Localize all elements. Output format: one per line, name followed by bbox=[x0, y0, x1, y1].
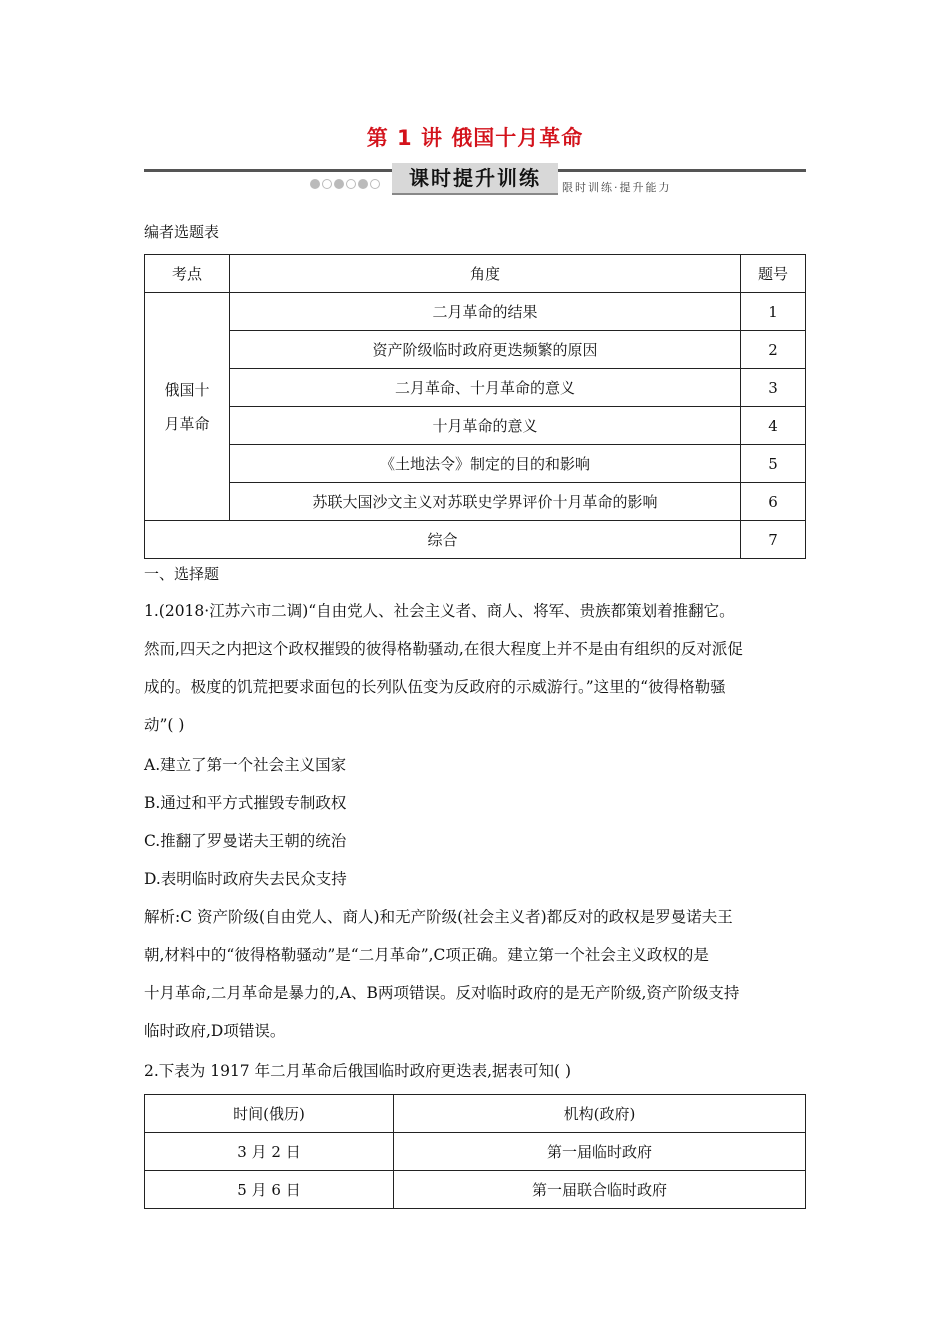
angle-cell: 苏联大国沙文主义对苏联史学界评价十月革命的影响 bbox=[230, 483, 741, 521]
table-header: 时间(俄历) bbox=[145, 1095, 394, 1133]
table-header: 角度 bbox=[230, 255, 741, 293]
table-header: 机构(政府) bbox=[394, 1095, 806, 1133]
page-title: 第 1 讲 俄国十月革命 bbox=[366, 126, 584, 150]
num-cell: 5 bbox=[741, 445, 806, 483]
topic-line: 俄国十 bbox=[164, 380, 210, 399]
selection-table-label: 编者选题表 bbox=[144, 223, 220, 241]
org-cell: 第一届联合临时政府 bbox=[394, 1171, 806, 1209]
table-row bbox=[145, 331, 806, 369]
num-cell: 3 bbox=[741, 369, 806, 407]
question-line: 2.下表为 1917 年二月革命后俄国临时政府更迭表,据表可知( ) bbox=[144, 1062, 572, 1080]
analysis-line: 朝,材料中的“彼得格勒骚动”是“二月革命”,C项正确。建立第一个社会主义政权的是 bbox=[144, 946, 709, 964]
table-row bbox=[145, 483, 806, 521]
angle-cell: 二月革命的结果 bbox=[230, 293, 741, 331]
banner-dot bbox=[310, 179, 320, 189]
topic-line: 月革命 bbox=[164, 414, 210, 433]
selection-table bbox=[144, 254, 806, 559]
num-cell: 7 bbox=[741, 521, 806, 559]
option-c: C.推翻了罗曼诺夫王朝的统治 bbox=[144, 832, 347, 850]
summary-cell: 综合 bbox=[145, 521, 741, 559]
analysis-line: 解析:C 资产阶级(自由党人、商人)和无产阶级(社会主义者)都反对的政权是罗曼诺夫王 bbox=[144, 908, 733, 926]
question-line: 然而,四天之内把这个政权摧毁的彼得格勒骚动,在很大程度上并不是由有组织的反对派促 bbox=[144, 640, 743, 658]
date-cell: 5 月 6 日 bbox=[145, 1171, 394, 1209]
date-cell: 3 月 2 日 bbox=[145, 1133, 394, 1171]
banner-dot bbox=[370, 179, 380, 189]
table-header: 考点 bbox=[145, 255, 230, 293]
angle-cell: 二月革命、十月革命的意义 bbox=[230, 369, 741, 407]
question-line: 1.(2018·江苏六市二调)“自由党人、社会主义者、商人、将军、贵族都策划着推翻它。 bbox=[144, 602, 735, 620]
section-heading: 一、选择题 bbox=[144, 565, 220, 583]
banner-dot bbox=[322, 179, 332, 189]
question-line: 成的。极度的饥荒把要求面包的长列队伍变为反政府的示威游行。”这里的“彼得格勒骚 bbox=[144, 678, 726, 696]
option-d: D.表明临时政府失去民众支持 bbox=[144, 870, 347, 888]
angle-cell: 《土地法令》制定的目的和影响 bbox=[230, 445, 741, 483]
option-b: B.通过和平方式摧毁专制政权 bbox=[144, 794, 347, 812]
table-header-row bbox=[145, 1095, 806, 1133]
org-cell: 第一届临时政府 bbox=[394, 1133, 806, 1171]
num-cell: 2 bbox=[741, 331, 806, 369]
banner-subtitle: 限时训练·提升能力 bbox=[562, 181, 672, 194]
option-a: A.建立了第一个社会主义国家 bbox=[144, 756, 347, 774]
table-header: 题号 bbox=[741, 255, 806, 293]
angle-cell: 资产阶级临时政府更迭频繁的原因 bbox=[230, 331, 741, 369]
table-row bbox=[145, 521, 806, 559]
table-row bbox=[145, 445, 806, 483]
angle-cell: 十月革命的意义 bbox=[230, 407, 741, 445]
table-row bbox=[145, 1133, 806, 1171]
table-row bbox=[145, 407, 806, 445]
banner-dot bbox=[346, 179, 356, 189]
government-table bbox=[144, 1094, 806, 1209]
table-header-row bbox=[145, 255, 806, 293]
table-row bbox=[145, 293, 806, 331]
topic-cell bbox=[145, 293, 230, 521]
banner-title: 课时提升训练 bbox=[392, 163, 558, 195]
analysis-line: 十月革命,二月革命是暴力的,A、B两项错误。反对临时政府的是无产阶级,资产阶级支持 bbox=[144, 984, 740, 1002]
question-line: 动”( ) bbox=[144, 716, 185, 734]
table-row bbox=[145, 369, 806, 407]
banner-dot bbox=[334, 179, 344, 189]
analysis-line: 临时政府,D项错误。 bbox=[144, 1022, 286, 1040]
banner-dot bbox=[358, 179, 368, 189]
banner-dots bbox=[310, 177, 380, 191]
table-row bbox=[145, 1171, 806, 1209]
num-cell: 4 bbox=[741, 407, 806, 445]
num-cell: 6 bbox=[741, 483, 806, 521]
num-cell: 1 bbox=[741, 293, 806, 331]
